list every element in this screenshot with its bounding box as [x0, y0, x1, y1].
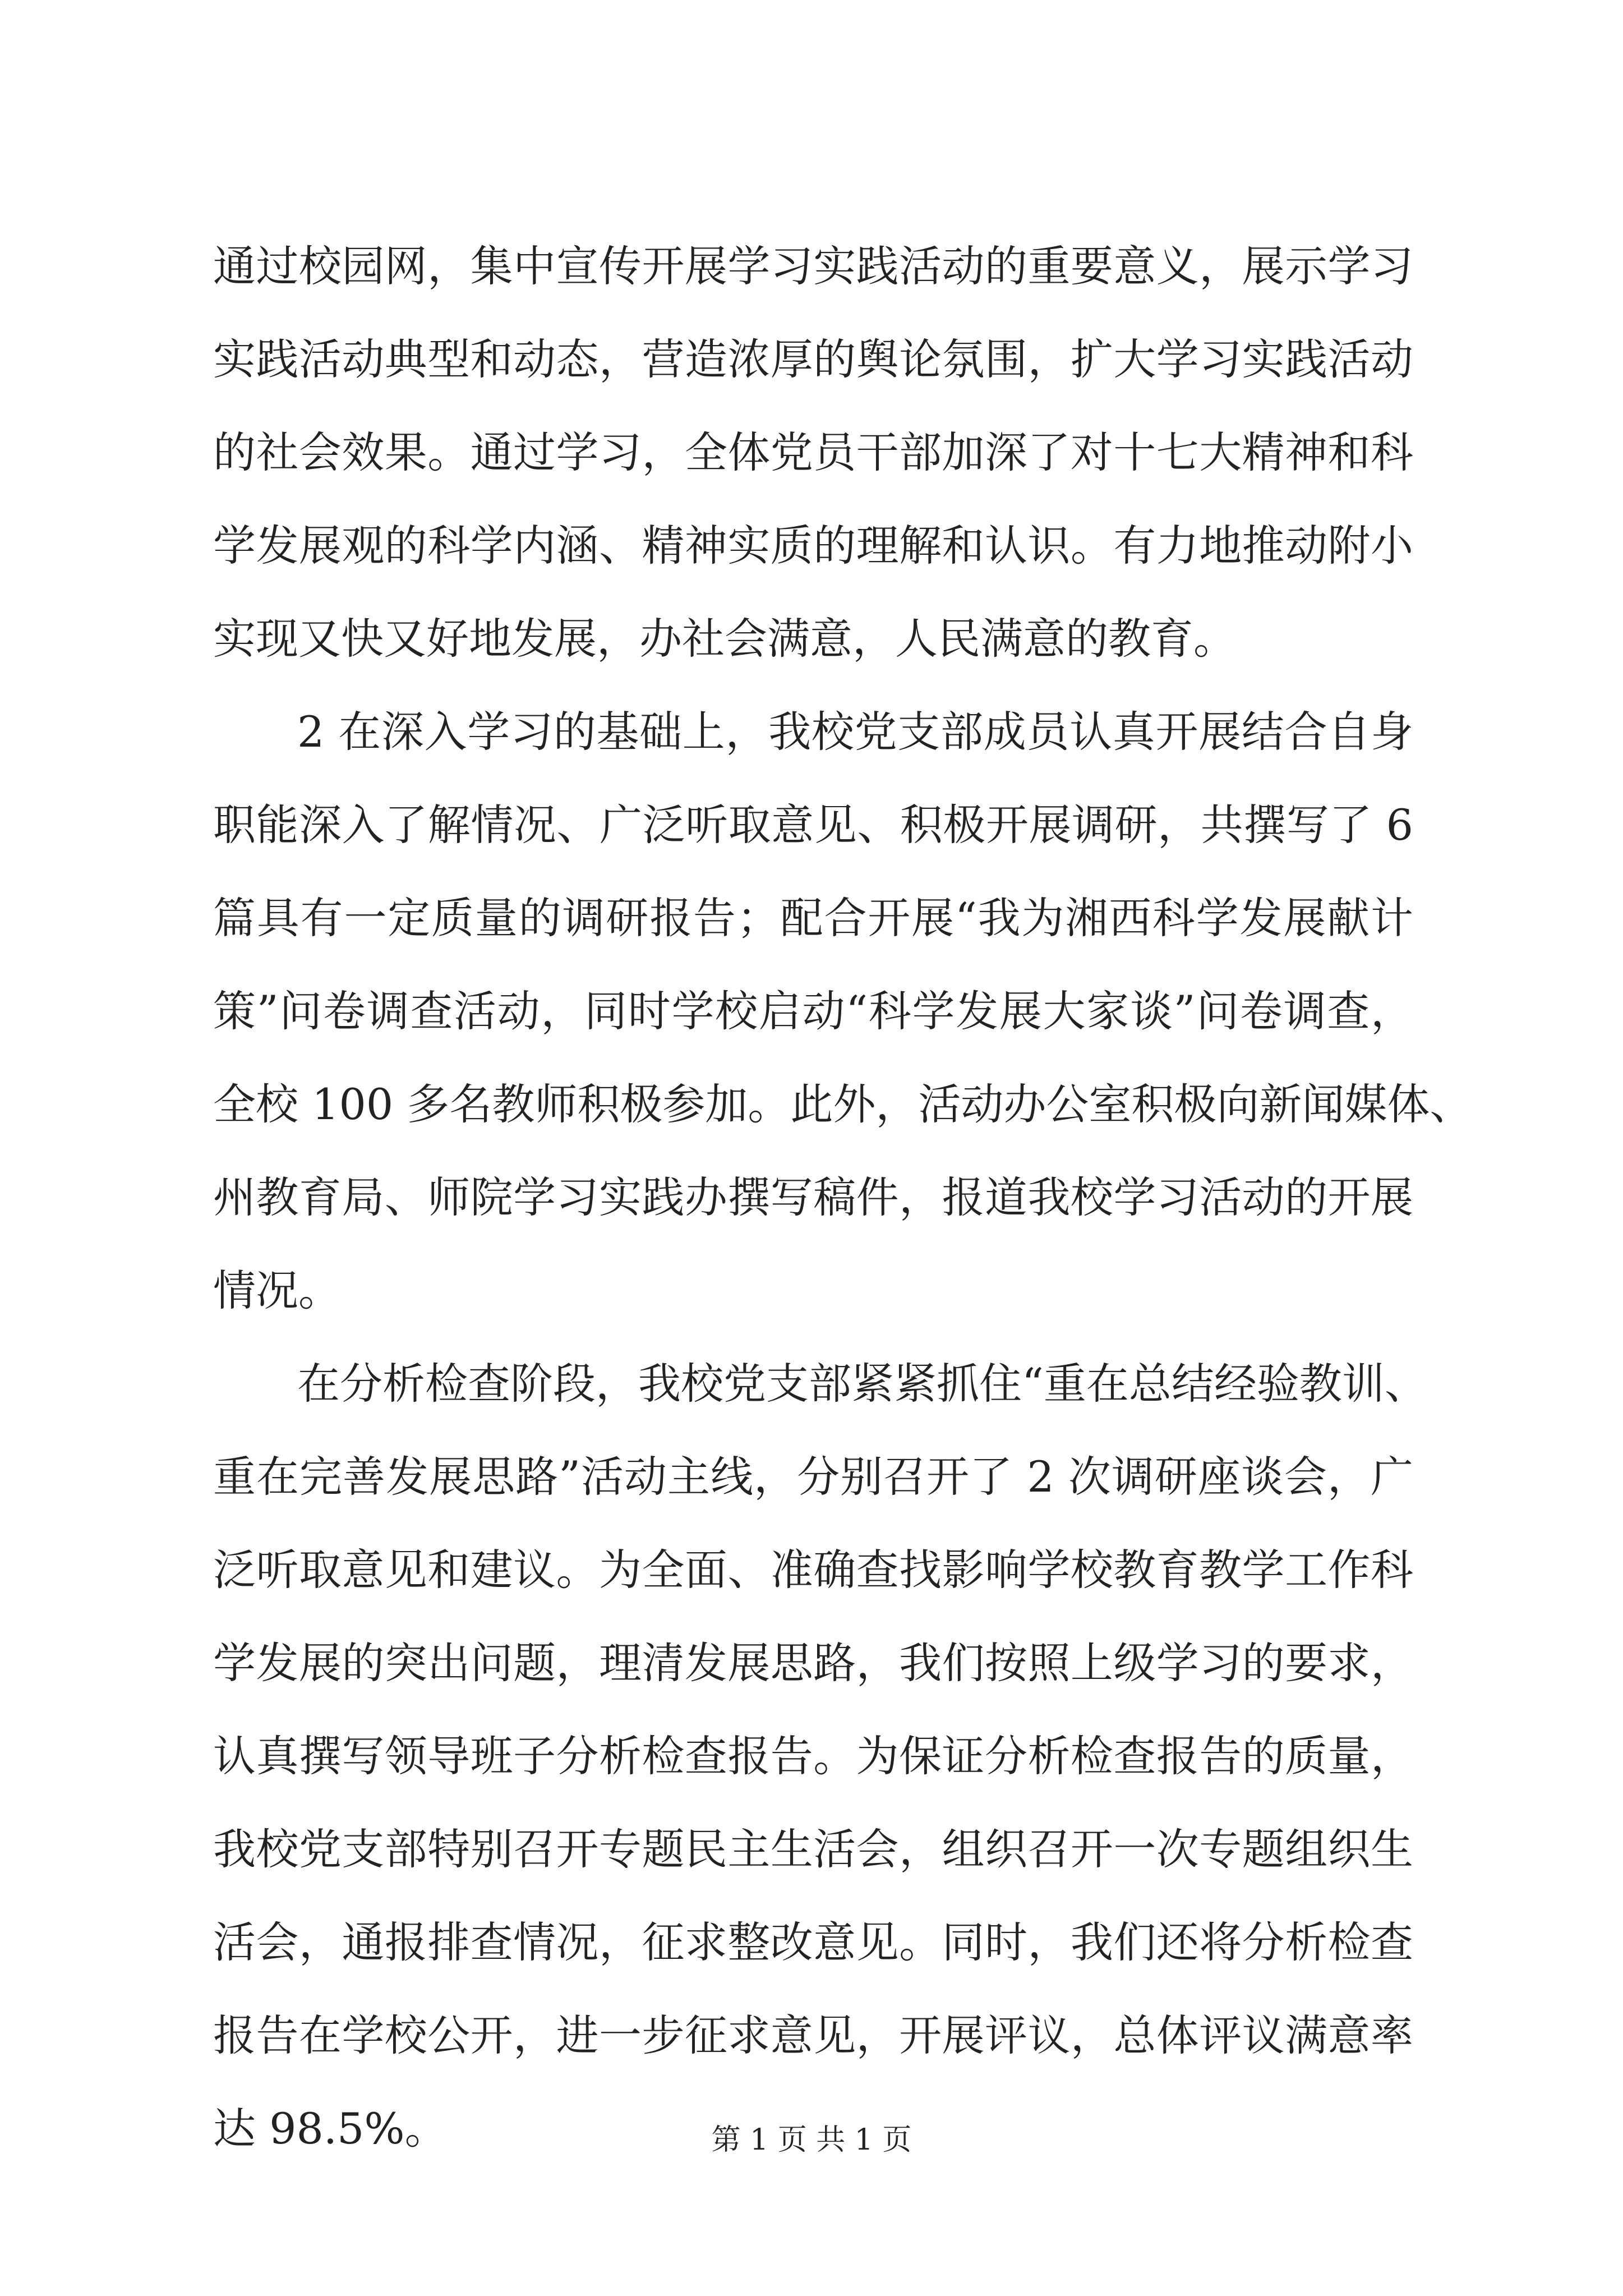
paragraph-3-line-6: 我校党支部特别召开专题民主生活会，组织召开一次专题组织生: [213, 1824, 1413, 1874]
paragraph-3-line-7: 活会，通报排查情况，征求整改意见。同时，我们还将分析检查: [213, 1917, 1413, 1967]
paragraph-1-line-1: 通过校园网，集中宣传开展学习实践活动的重要意义，展示学习: [213, 241, 1413, 291]
page-footer: 第 1 页 共 1 页: [711, 2123, 912, 2157]
paragraph-2-line-7: 情况。: [213, 1266, 341, 1315]
paragraph-3-line-8: 报告在学校公开，进一步征求意见，开展评议，总体评议满意率: [213, 2010, 1413, 2060]
paragraph-3-line-4: 学发展的突出问题，理清发展思路，我们按照上级学习的要求，: [213, 1638, 1413, 1688]
paragraph-3-line-3: 泛听取意见和建议。为全面、准确查找影响学校教育教学工作科: [213, 1545, 1413, 1595]
paragraph-3-line-2: 重在完善发展思路”活动主线，分别召开了 2 次调研座谈会，广: [213, 1452, 1413, 1502]
paragraph-3-line-1: 在分析检查阶段，我校党支部紧紧抓住“重在总结经验教训、: [297, 1359, 1427, 1409]
paragraph-3-line-5: 认真撰写领导班子分析检查报告。为保证分析检查报告的质量，: [213, 1731, 1413, 1781]
paragraph-1-line-4: 学发展观的科学内涵、精神实质的理解和认识。有力地推动附小: [213, 521, 1413, 570]
paragraph-1-line-2: 实践活动典型和动态，营造浓厚的舆论氛围，扩大学习实践活动: [213, 334, 1413, 384]
paragraph-2-line-4: 策”问卷调查活动，同时学校启动“科学发展大家谈”问卷调查，: [213, 986, 1413, 1036]
paragraph-3-line-9: 达 98.5%。: [213, 2104, 448, 2154]
paragraph-1-line-5: 实现又快又好地发展，办社会满意，人民满意的教育。: [213, 614, 1236, 664]
paragraph-2-line-5: 全校 100 多名教师积极参加。此外，活动办公室积极向新闻媒体、: [213, 1079, 1473, 1129]
paragraph-2-line-6: 州教育局、师院学习实践办撰写稿件，报道我校学习活动的开展: [213, 1172, 1413, 1222]
paragraph-1-line-3: 的社会效果。通过学习，全体党员干部加深了对十七大精神和科: [213, 427, 1413, 477]
paragraph-2-line-1: 2 在深入学习的基础上，我校党支部成员认真开展结合自身: [297, 707, 1413, 757]
paragraph-2-line-2: 职能深入了解情况、广泛听取意见、积极开展调研，共撰写了 6: [213, 800, 1413, 850]
paragraph-2-line-3: 篇具有一定质量的调研报告；配合开展“我为湘西科学发展献计: [213, 893, 1413, 943]
